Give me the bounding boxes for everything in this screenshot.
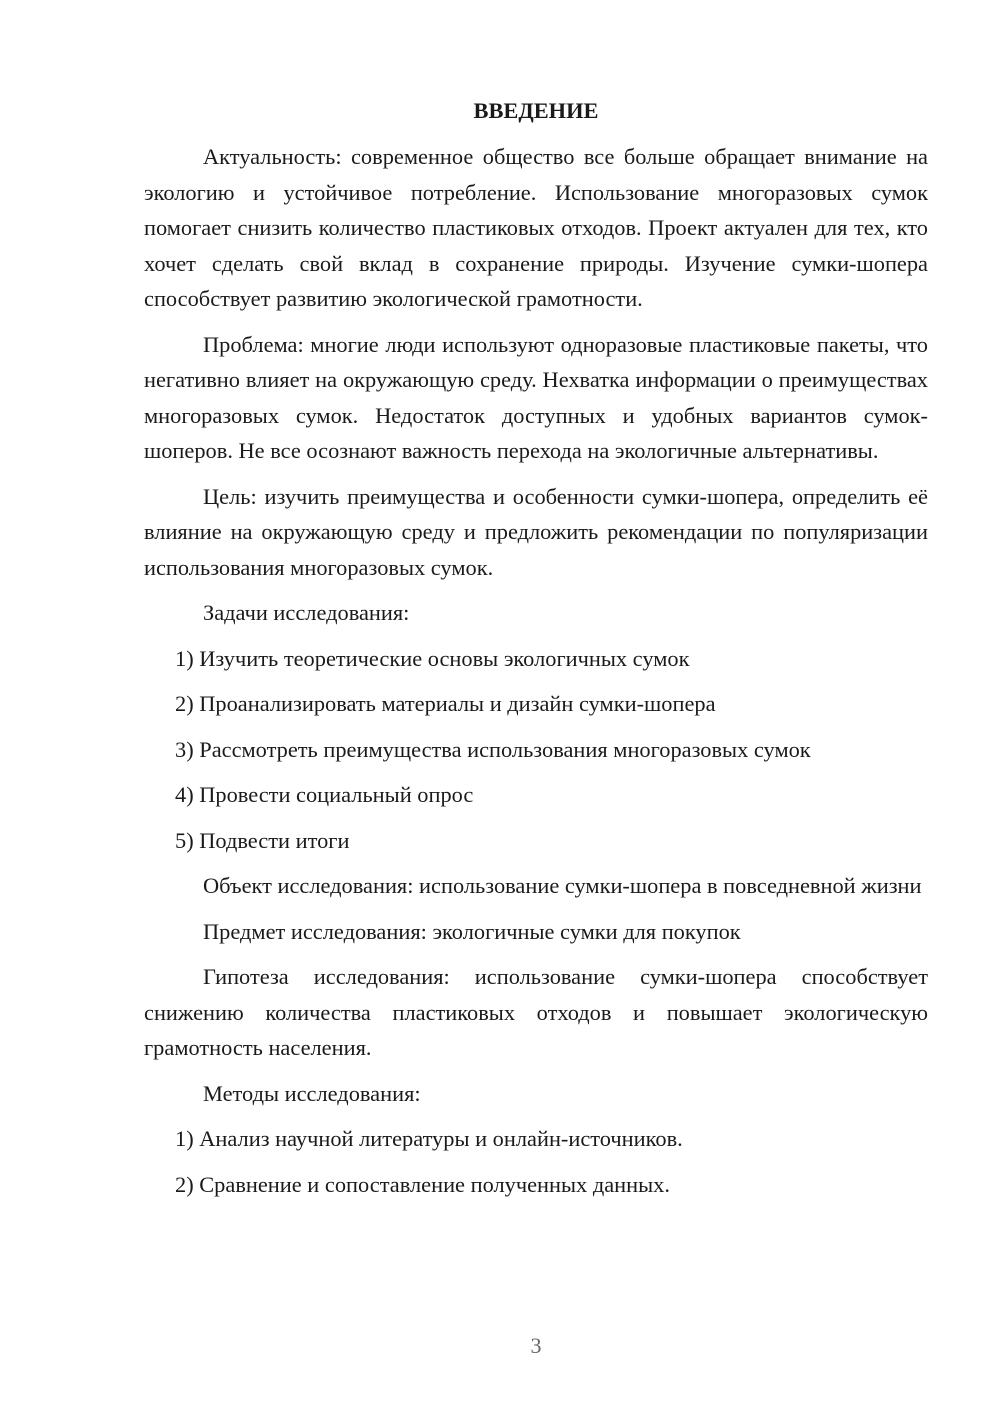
methods-heading: Методы исследования: (203, 1080, 421, 1106)
page-title: ВВЕДЕНИЕ (473, 98, 599, 123)
relevance-paragraph: Актуальность: современное общество все больше обращает внимание на экологию и устойчивое потребление. Использование многоразовых сумок помогает снизить количество пластиковых отходов. Проект актуален для тех, кто хочет сделать свой вклад в сохранение природы. Изучение сумки-шопера способствует развитию экологической грамотности. (144, 144, 928, 311)
page-number: 3 (530, 1333, 542, 1358)
hypothesis-paragraph: Гипотеза исследования: использование сумки-шопера способствует снижению количества пластиковых отходов и повышает экологическую грамотность населения. (144, 964, 928, 1060)
goal-paragraph: Цель: изучить преимущества и особенности сумки-шопера, определить её влияние на окружающую среду и предложить рекомендации по популяризации использования многоразовых сумок. (144, 483, 928, 580)
problem-paragraph: Проблема: многие люди используют одноразовые пластиковые пакеты, что негативно влияет на окружающую среду. Нехватка информации о преимуществах многоразовых сумок. Недостаток доступных и удобных вариантов сумок-шоперов. Не все осознают важность перехода на экологичные альтернативы. (144, 331, 928, 463)
task-item-4: 4) Провести социальный опрос (175, 782, 474, 807)
task-item-1: 1) Изучить теоретические основы экологичных сумок (175, 645, 690, 671)
method-item-1: 1) Анализ научной литературы и онлайн-источников. (175, 1126, 683, 1151)
subject-paragraph: Предмет исследования: экологичные сумки для покупок (203, 918, 741, 944)
task-item-3: 3) Рассмотреть преимущества использования многоразовых сумок (175, 736, 811, 762)
object-paragraph: Объект исследования: использование сумки-шопера в повседневной жизни (203, 873, 922, 898)
page-body (144, 95, 928, 1212)
task-item-5: 5) Подвести итоги (175, 827, 350, 853)
task-item-2: 2) Проанализировать материалы и дизайн сумки-шопера (175, 691, 716, 716)
tasks-heading: Задачи исследования: (203, 600, 410, 625)
method-item-2: 2) Сравнение и сопоставление полученных данных. (175, 1171, 670, 1197)
